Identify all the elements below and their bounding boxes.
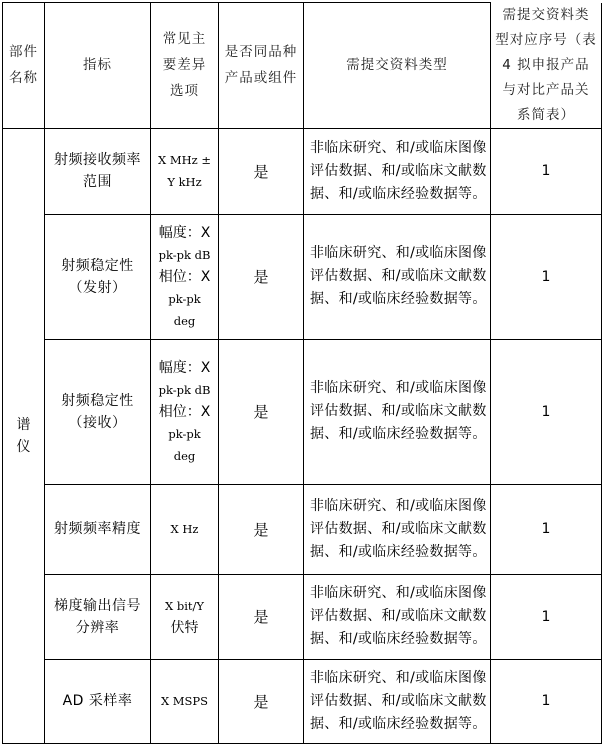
same-product-cell: 是 bbox=[219, 574, 304, 659]
same-product-cell: 是 bbox=[219, 339, 304, 484]
seq-no-cell: 1 bbox=[491, 128, 602, 214]
seq-no-cell: 1 bbox=[491, 339, 602, 484]
options-cell: 幅度：X pk-pk dB 相位：X pk-pk deg bbox=[151, 339, 219, 484]
options-cell: X bit/Y 伏特 bbox=[151, 574, 219, 659]
options-cell: X MHz ± Y kHz bbox=[151, 128, 219, 214]
header-seq-no: 需提交资料类 型对应序号（表 4 拟申报产品 与对比产品关 系简表） bbox=[491, 3, 602, 129]
table-row bbox=[3, 128, 602, 214]
table-row bbox=[3, 339, 602, 484]
header-part-name: 部件 名称 bbox=[3, 3, 45, 129]
doc-type-cell: 非临床研究、和/或临床图像 评估数据、和/或临床文献数 据、和/或临床经验数据等。 bbox=[304, 339, 491, 484]
doc-type-cell: 非临床研究、和/或临床图像 评估数据、和/或临床文献数 据、和/或临床经验数据等。 bbox=[304, 128, 491, 214]
same-product-cell: 是 bbox=[219, 484, 304, 574]
same-product-cell: 是 bbox=[219, 128, 304, 214]
doc-type-cell: 非临床研究、和/或临床图像 评估数据、和/或临床文献数 据、和/或临床经验数据等。 bbox=[304, 659, 491, 743]
same-product-cell: 是 bbox=[219, 214, 304, 339]
table-row bbox=[3, 659, 602, 743]
header-row bbox=[3, 3, 602, 129]
metric-cell: 射频频率精度 bbox=[45, 484, 151, 574]
metric-cell: 射频稳定性 （接收） bbox=[45, 339, 151, 484]
seq-no-cell: 1 bbox=[491, 574, 602, 659]
seq-no-cell: 1 bbox=[491, 659, 602, 743]
header-common-diff: 常见主 要差异 选项 bbox=[151, 3, 219, 129]
header-same-product: 是否同品种 产品或组件 bbox=[219, 3, 304, 129]
doc-type-cell: 非临床研究、和/或临床图像 评估数据、和/或临床文献数 据、和/或临床经验数据等。 bbox=[304, 574, 491, 659]
doc-type-cell: 非临床研究、和/或临床图像 评估数据、和/或临床文献数 据、和/或临床经验数据等。 bbox=[304, 214, 491, 339]
same-product-cell: 是 bbox=[219, 659, 304, 743]
metric-cell: 射频稳定性 （发射） bbox=[45, 214, 151, 339]
options-cell: X Hz bbox=[151, 484, 219, 574]
seq-no-cell: 1 bbox=[491, 214, 602, 339]
header-doc-type: 需提交资料类型 bbox=[304, 3, 491, 129]
comparison-table bbox=[2, 2, 602, 744]
metric-cell: AD 采样率 bbox=[45, 659, 151, 743]
seq-no-cell: 1 bbox=[491, 484, 602, 574]
metric-cell: 梯度输出信号 分辨率 bbox=[45, 574, 151, 659]
metric-cell: 射频接收频率 范围 bbox=[45, 128, 151, 214]
table-row bbox=[3, 574, 602, 659]
doc-type-cell: 非临床研究、和/或临床图像 评估数据、和/或临床文献数 据、和/或临床经验数据等。 bbox=[304, 484, 491, 574]
table-row bbox=[3, 484, 602, 574]
options-cell: X MSPS bbox=[151, 659, 219, 743]
table-row bbox=[3, 214, 602, 339]
part-name-cell: 谱 仪 bbox=[3, 128, 45, 743]
header-metric: 指标 bbox=[45, 3, 151, 129]
options-cell: 幅度：X pk-pk dB 相位：X pk-pk deg bbox=[151, 214, 219, 339]
